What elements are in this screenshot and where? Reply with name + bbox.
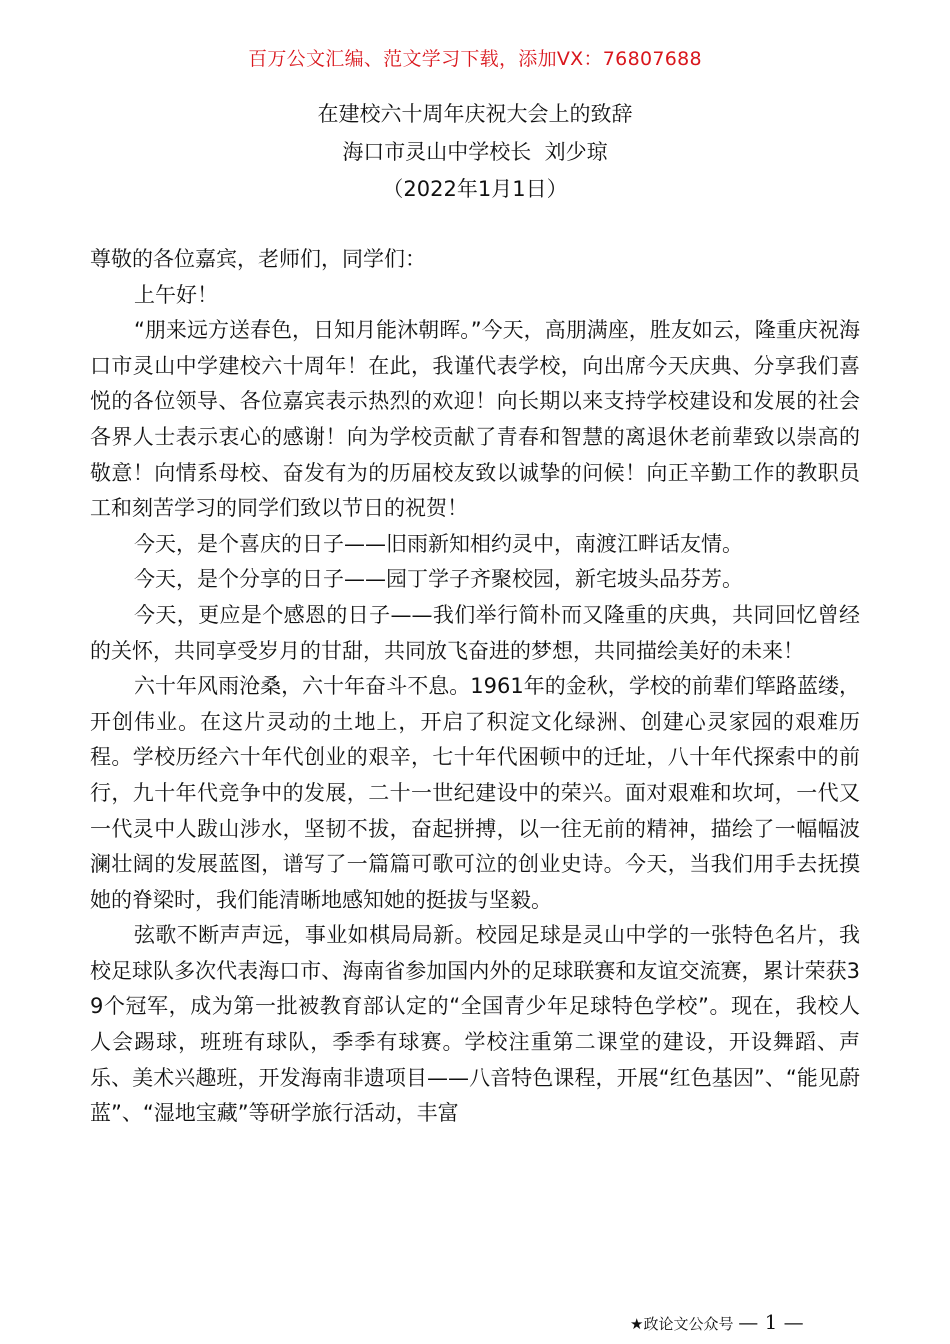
speech-date: （2022年1月1日） [382,177,568,201]
paragraph: 今天，是个分享的日子——园丁学子齐聚校园，新宅坡头品芬芳。 [134,567,743,592]
page-footer [630,1310,804,1334]
promo-banner: 百万公文汇编、范文学习下载，添加VX：76807688 [248,48,702,70]
paragraph: “朋来远方送春色，日知月能沐朝晖。”今天，高朋满座，胜友如云，隆重庆祝海口市灵山中学建校六十周年！在此，我谨代表学校，向出席今天庆典、分享我们喜悦的各位领导、各位嘉宾表示热烈的欢迎！向长期以来支持学校建设和发展的社会各界人士表示衷心的感谢！向为学校贡献了青春和智慧的离退休老前辈致以崇高的敬意！向情系母校、奋发有为的历届校友致以诚挚的问候！向正辛勤工作的教职员工和刻苦学习的同学们致以节日的祝贺！ [90,318,860,521]
footer-source: ★政论文公众号 [630,1315,734,1333]
speech-body [90,242,860,1132]
paragraph: 弦歌不断声声远，事业如棋局局新。校园足球是灵山中学的一张特色名片，我校足球队多次代表海口市、海南省参加国内外的足球联赛和友谊交流赛，累计荣获39个冠军，成为第一批被教育部认定的“全国青少年足球特色学校”。现在，我校人人会踢球，班班有球队，季季有球赛。学校注重第二课堂的建设，开设舞蹈、声乐、美术兴趣班，开发海南非遗项目——八音特色课程，开展“红色基因”、“能见蔚蓝”、“湿地宝藏”等研学旅行活动，丰富 [90,923,860,1126]
paragraph: 六十年风雨沧桑，六十年奋斗不息。1961年的金秋，学校的前辈们筚路蓝缕，开创伟业。在这片灵动的土地上，开启了积淀文化绿洲、创建心灵家园的艰难历程。学校历经六十年代创业的艰辛，七十年代困顿中的迁址，八十年代探索中的前行，九十年代竞争中的发展，二十一世纪建设中的荣兴。面对艰难和坎坷，一代又一代灵中人跋山涉水，坚韧不拔，奋起拼搏，以一往无前的精神，描绘了一幅幅波澜壮阔的发展蓝图，谱写了一篇篇可歌可泣的创业史诗。今天，当我们用手去抚摸她的脊梁时，我们能清晰地感知她的挺拔与坚毅。 [90,674,860,912]
speech-title: 在建校六十周年庆祝大会上的致辞 [317,102,633,126]
paragraph: 今天，是个喜庆的日子——旧雨新知相约灵中，南渡江畔话友情。 [134,531,743,556]
greeting: 上午好！ [134,282,218,307]
speaker-line: 海口市灵山中学校长 刘少琼 [342,140,608,164]
salutation: 尊敬的各位嘉宾，老师们，同学们： [90,247,426,271]
page-number: — 1 — [738,1310,804,1334]
paragraph: 今天，更应是个感恩的日子——我们举行简朴而又隆重的庆典，共同回忆曾经的关怀，共同享受岁月的甘甜，共同放飞奋进的梦想，共同描绘美好的未来！ [90,602,860,663]
